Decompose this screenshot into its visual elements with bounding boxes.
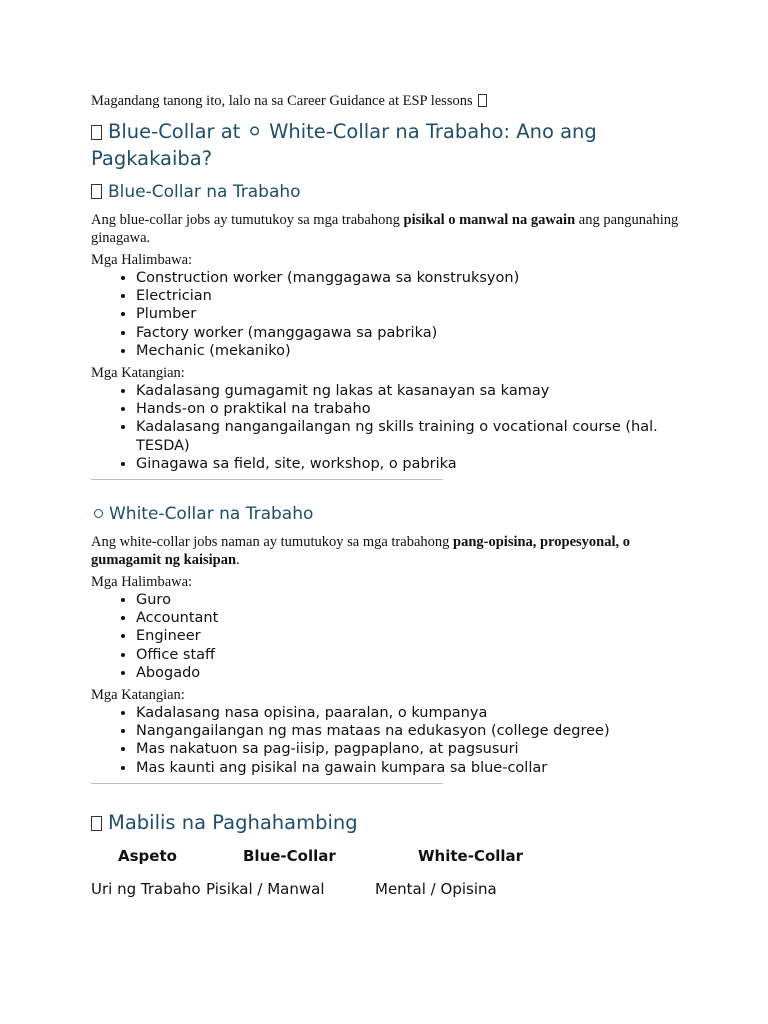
white-examples-list	[91, 591, 691, 682]
blue-collar-heading: Blue-Collar na Trabaho	[91, 181, 691, 203]
white-traits-list	[91, 704, 691, 777]
blue-traits-list	[91, 382, 691, 473]
white-collar-heading: White-Collar na Trabaho	[91, 503, 691, 525]
list-item: • Mas nakatuon sa pag-iisip, pagpaplano, at pagsusuri	[136, 740, 691, 758]
white-examples-label: Mga Halimbawa:	[91, 574, 193, 591]
white-collar-section	[91, 503, 691, 784]
blue-traits-label: Mga Katangian:	[91, 365, 185, 382]
list-item: • Abogado	[136, 664, 691, 682]
list-item: • Ginagawa sa field, site, workshop, o pabrika	[136, 455, 691, 473]
list-item: • Kadalasang nasa opisina, paaralan, o kumpanya	[136, 704, 691, 722]
list-item: • Guro	[136, 591, 691, 609]
blue-examples-label: Mga Halimbawa:	[91, 252, 193, 268]
emoji-icon	[91, 816, 102, 831]
table-row	[91, 879, 691, 899]
emoji-icon	[91, 125, 102, 140]
white-traits-label: Mga Katangian:	[91, 687, 185, 704]
comparison-heading: Mabilis na Paghahambing	[91, 810, 691, 836]
table-header-cell: Aspeto	[118, 846, 177, 865]
list-item: • Hands-on o praktikal na trabaho	[136, 400, 691, 418]
blue-collar-description: Ang blue-collar jobs ay tumutukoy sa mga trabahong pisikal o manwal na gawain ang pangunahing ginagawa.	[91, 212, 679, 246]
table-cell: Mental / Opisina	[375, 879, 497, 898]
list-item: • Electrician	[136, 287, 691, 305]
table-cell: Uri ng Trabaho	[91, 879, 201, 898]
table-header-cell: White-Collar	[418, 846, 524, 865]
white-collar-description: Ang white-collar jobs naman ay tumutukoy sa mga trabahong pang-opisina, propesyonal, o gumagamit ng kaisipan.	[91, 534, 631, 569]
comparison-section	[91, 810, 691, 899]
list-item: • Kadalasang nangangailangan ng skills training o vocational course (hal. TESDA)	[136, 418, 691, 454]
list-item: • Engineer	[136, 627, 691, 645]
blue-collar-section	[91, 181, 691, 480]
emoji-icon	[478, 94, 487, 107]
list-item: • Mas kaunti ang pisikal na gawain kumpara sa blue-collar	[136, 759, 691, 777]
emoji-icon	[91, 184, 102, 199]
table-cell: Pisikal / Manwal	[206, 879, 325, 898]
list-item: • Plumber	[136, 305, 691, 323]
list-item: • Construction worker (manggagawa sa konstruksyon)	[136, 269, 691, 287]
list-item: • Accountant	[136, 609, 691, 627]
document-body	[91, 92, 691, 899]
list-item: • Factory worker (manggagawa sa pabrika)	[136, 324, 691, 342]
page-title: Blue-Collar at ⚪ White-Collar na Trabaho: Ano ang Pagkakaiba?	[91, 120, 597, 170]
list-item: • Office staff	[136, 646, 691, 664]
comparison-table-header	[91, 846, 691, 866]
table-header-cell: Blue-Collar	[243, 846, 336, 865]
white-circle-icon	[94, 509, 103, 518]
list-item: • Kadalasang gumagamit ng lakas at kasanayan sa kamay	[136, 382, 691, 400]
list-item: • Mechanic (mekaniko)	[136, 342, 691, 360]
list-item: • Nangangailangan ng mas mataas na edukasyon (college degree)	[136, 722, 691, 740]
intro-text: Magandang tanong ito, lalo na sa Career Guidance at ESP lessons	[91, 92, 691, 110]
blue-examples-list	[91, 269, 691, 360]
